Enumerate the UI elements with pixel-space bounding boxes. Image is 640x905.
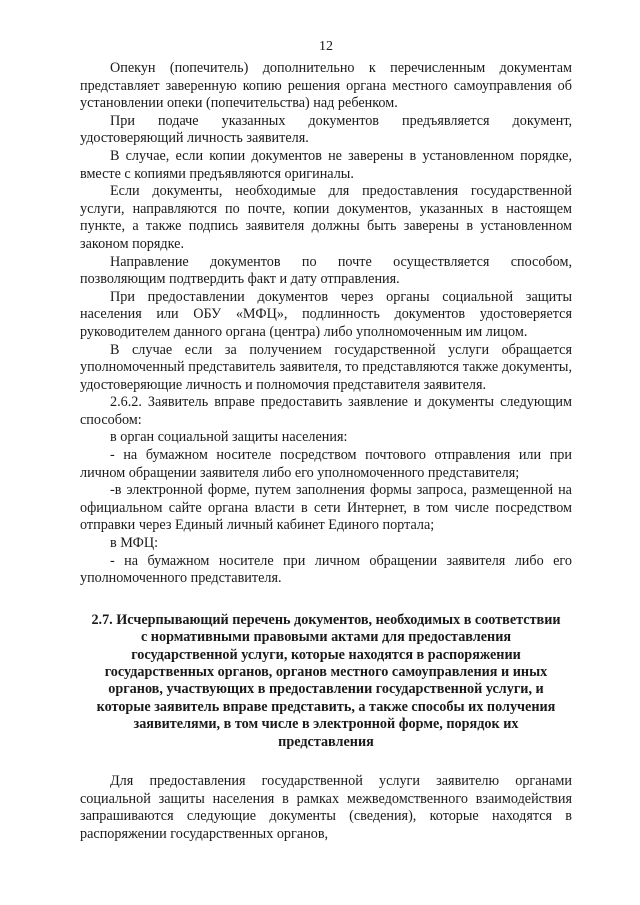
paragraph-mail-documents: Если документы, необходимые для предоставления государственной услуги, направляются по почте, копии документов, указанных в настоящем пункте, а также подпись заявителя должны быть заверены в установленном законом порядке.	[80, 183, 572, 252]
paragraph-2-6-2: 2.6.2. Заявитель вправе предоставить заявление и документы следующим способом:	[80, 394, 572, 428]
paragraph-unverified-copies: В случае, если копии документов не заверены в установленном порядке, вместе с копиями предъявляются оригиналы.	[80, 147, 572, 182]
paragraph-mail-method: Направление документов по почте осуществляется способом, позволяющим подтвердить факт и дату отправления.	[80, 253, 572, 288]
paragraph-representative: В случае если за получением государственной услуги обращается уполномоченный представитель заявителя, то представляются также документы, удостоверяющие личность и полномочия представителя заявителя.	[80, 341, 572, 393]
paragraph-identity-document: При подаче указанных документов предъявляется документ, удостоверяющий личность заявителя.	[80, 112, 572, 147]
paragraph-interagency-request: Для предоставления государственной услуги заявителю органами социальной защиты населения в рамках межведомственного взаимодействия запрашиваются следующие документы (сведения), которые находятся в распоряжении государственных органов,	[80, 773, 572, 842]
list-item-paper: - на бумажном носителе посредством почтового отправления или при личном обращении заявителя либо его уполномоченного представителя;	[80, 447, 572, 481]
paragraph-social-protection-organ: в орган социальной защиты населения:	[110, 429, 348, 446]
section-heading-2-7: 2.7. Исчерпывающий перечень документов, необходимых в соответствии с нормативными правовыми актами для предоставления государственной услуги, которые находятся в распоряжении государственных органов, органов местного самоуправления и иных органов, участвующих в предоставлении государственной услуги, и которые заявитель вправе представить, а также способы их получения заявителями, в том числе в электронной форме, порядок их представления	[91, 611, 561, 750]
document-page	[80, 0, 572, 905]
paragraph-mfc: в МФЦ:	[110, 535, 159, 552]
paragraph-guardian: Опекун (попечитель) дополнительно к перечисленным документам представляет заверенную копию решения органа местного самоуправления об установлении опеки (попечительства) над ребенком.	[80, 60, 572, 112]
list-item-mfc-paper: - на бумажном носителе при личном обращении заявителя либо его уполномоченного представителя.	[80, 552, 572, 587]
paragraph-authenticity: При предоставлении документов через органы социальной защиты населения или ОБУ «МФЦ», подлинность документов удостоверяется руководителем данного органа (центра) либо уполномоченным им лицом.	[80, 288, 572, 340]
page-number: 12	[319, 39, 333, 54]
list-item-electronic: -в электронной форме, путем заполнения формы запроса, размещенной на официальном сайте органа власти в сети Интернет, в том числе посредством отправки через Единый личный кабинет Единого портала;	[80, 482, 572, 534]
document-body	[80, 60, 572, 843]
